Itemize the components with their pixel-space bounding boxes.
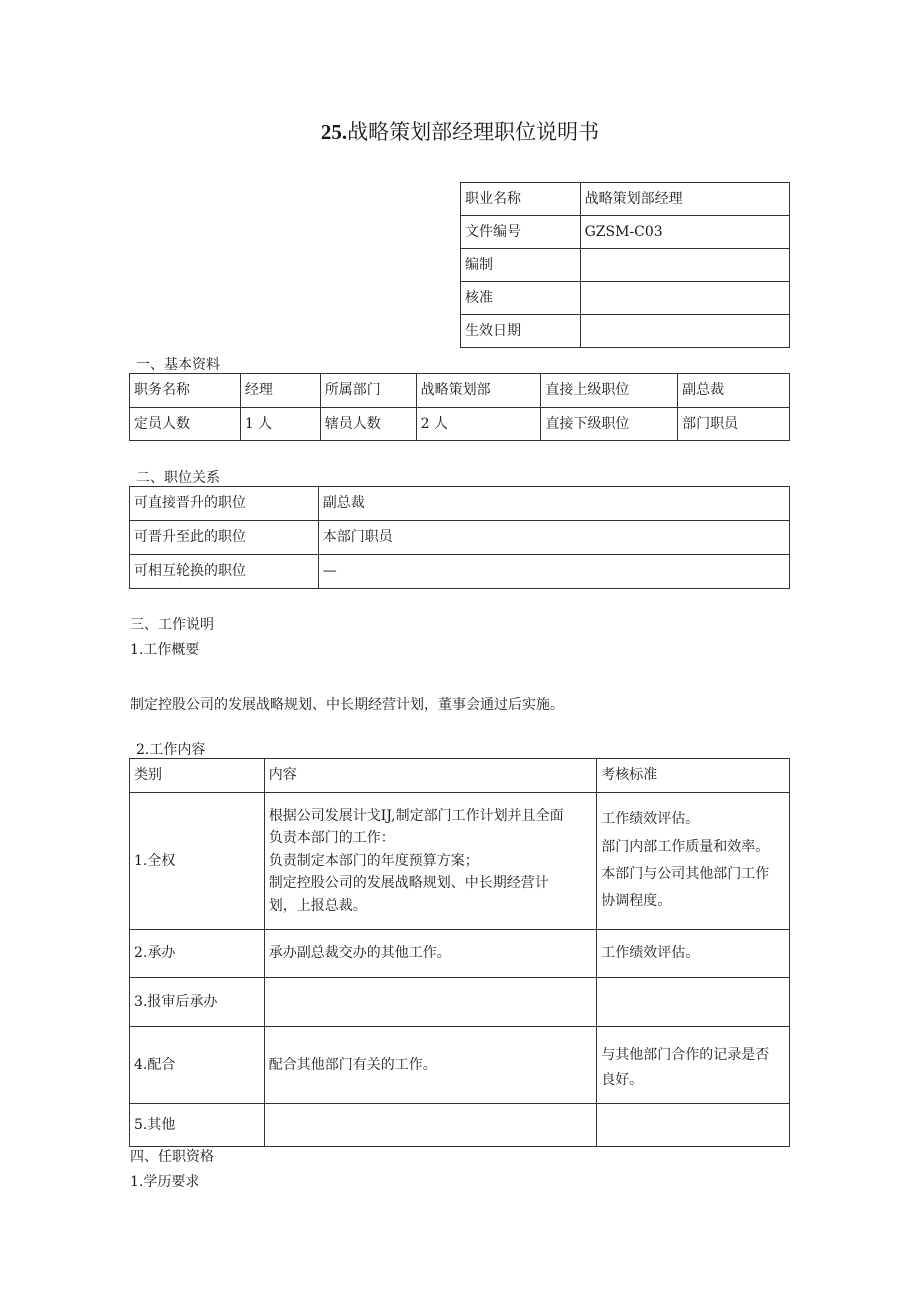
relation-value: 本部门职员 [318, 521, 789, 555]
content-line: 制定控股公司的发展战略规划、中长期经营计 [268, 875, 549, 892]
category-cell: 4.配合 [130, 1027, 265, 1104]
header-value: 战略策划部经理 [580, 183, 789, 216]
basic-cell: 定员人数 [130, 408, 241, 441]
basic-cell: 经理 [240, 374, 320, 408]
standard-line: 本部门与公司其他部门工作 [601, 866, 770, 882]
header-label: 生效日期 [461, 315, 581, 348]
work-content-heading: 2.工作内容 [136, 742, 206, 758]
content-cell [264, 1104, 596, 1147]
header-value [580, 249, 789, 282]
basic-cell: 部门职员 [678, 408, 790, 441]
col-header-category: 类别 [130, 759, 265, 793]
header-label: 核准 [461, 282, 581, 315]
standard-line: 协调程度。 [601, 893, 672, 910]
basic-cell: 2 人 [416, 408, 541, 441]
header-value [580, 315, 789, 348]
standard-cell [597, 793, 790, 930]
basic-cell: 辖员人数 [320, 408, 416, 441]
content-cell [264, 978, 596, 1027]
title-number: 25. [320, 120, 348, 144]
standard-cell [597, 1104, 790, 1147]
basic-cell: 所属部门 [320, 374, 416, 408]
basic-cell: 1 人 [240, 408, 320, 441]
header-value [580, 282, 789, 315]
content-line: 根据公司发展计戈IJ,制定部门工作计划并且全面 [268, 808, 564, 825]
basic-cell: 战略策划部 [416, 374, 541, 408]
page-title [0, 116, 920, 146]
relation-value: 副总裁 [318, 487, 789, 521]
basic-cell: 直接下级职位 [541, 408, 678, 441]
header-label: 文件编号 [461, 216, 581, 249]
relation-value: — [318, 555, 789, 589]
category-cell: 2.承办 [130, 930, 265, 978]
section4-heading: 四、任职资格 [130, 1149, 214, 1165]
category-cell: 5.其他 [130, 1104, 265, 1147]
content-line: 负责制定本部门的年度预算方案； [268, 852, 479, 869]
basic-cell: 职务名称 [130, 374, 241, 408]
relation-label: 可晋升至此的职位 [130, 521, 319, 555]
basic-cell: 直接上级职位 [541, 374, 678, 408]
standard-line: 部门内部工作质量和效率。 [601, 838, 770, 855]
section1-heading: 一、基本资料 [136, 357, 220, 373]
standard-line: 工作绩效评估。 [601, 811, 700, 828]
content-cell: 配合其他部门有关的工作。 [264, 1027, 596, 1104]
content-cell: 承办副总裁交办的其他工作。 [264, 930, 596, 978]
education-heading: 1.学历要求 [130, 1174, 200, 1190]
col-header-content: 内容 [264, 759, 596, 793]
standard-line: 与其他部门合作的记录是否 [601, 1047, 770, 1063]
header-info-table [460, 182, 790, 348]
header-value: GZSM-C03 [580, 216, 789, 249]
work-content-table [129, 758, 790, 1147]
col-header-standard: 考核标准 [597, 759, 790, 793]
content-line: 划，上报总裁。 [268, 897, 367, 914]
section2-heading: 二、职位关系 [136, 470, 220, 486]
category-cell: 1.全权 [130, 793, 265, 930]
position-relation-table [129, 486, 790, 589]
standard-line: 良好。 [601, 1071, 644, 1088]
work-summary-text: 制定控股公司的发展战略规划、中长期经营计划，董事会通过后实施。 [130, 697, 564, 713]
standard-cell: 工作绩效评估。 [597, 930, 790, 978]
work-summary-heading: 1.工作概要 [130, 642, 200, 658]
content-cell [264, 793, 596, 930]
basic-cell: 副总裁 [678, 374, 790, 408]
standard-cell [597, 978, 790, 1027]
relation-label: 可直接晋升的职位 [130, 487, 319, 521]
basic-info-table [129, 373, 790, 441]
relation-label: 可相互轮换的职位 [130, 555, 319, 589]
header-label: 编制 [461, 249, 581, 282]
section3-heading: 三、工作说明 [130, 617, 214, 633]
standard-cell [597, 1027, 790, 1104]
header-label: 职业名称 [461, 183, 581, 216]
content-line: 负责本部门的工作： [268, 830, 395, 847]
title-text: 战略策划部经理职位说明书 [347, 120, 600, 144]
category-cell: 3.报审后承办 [130, 978, 265, 1027]
